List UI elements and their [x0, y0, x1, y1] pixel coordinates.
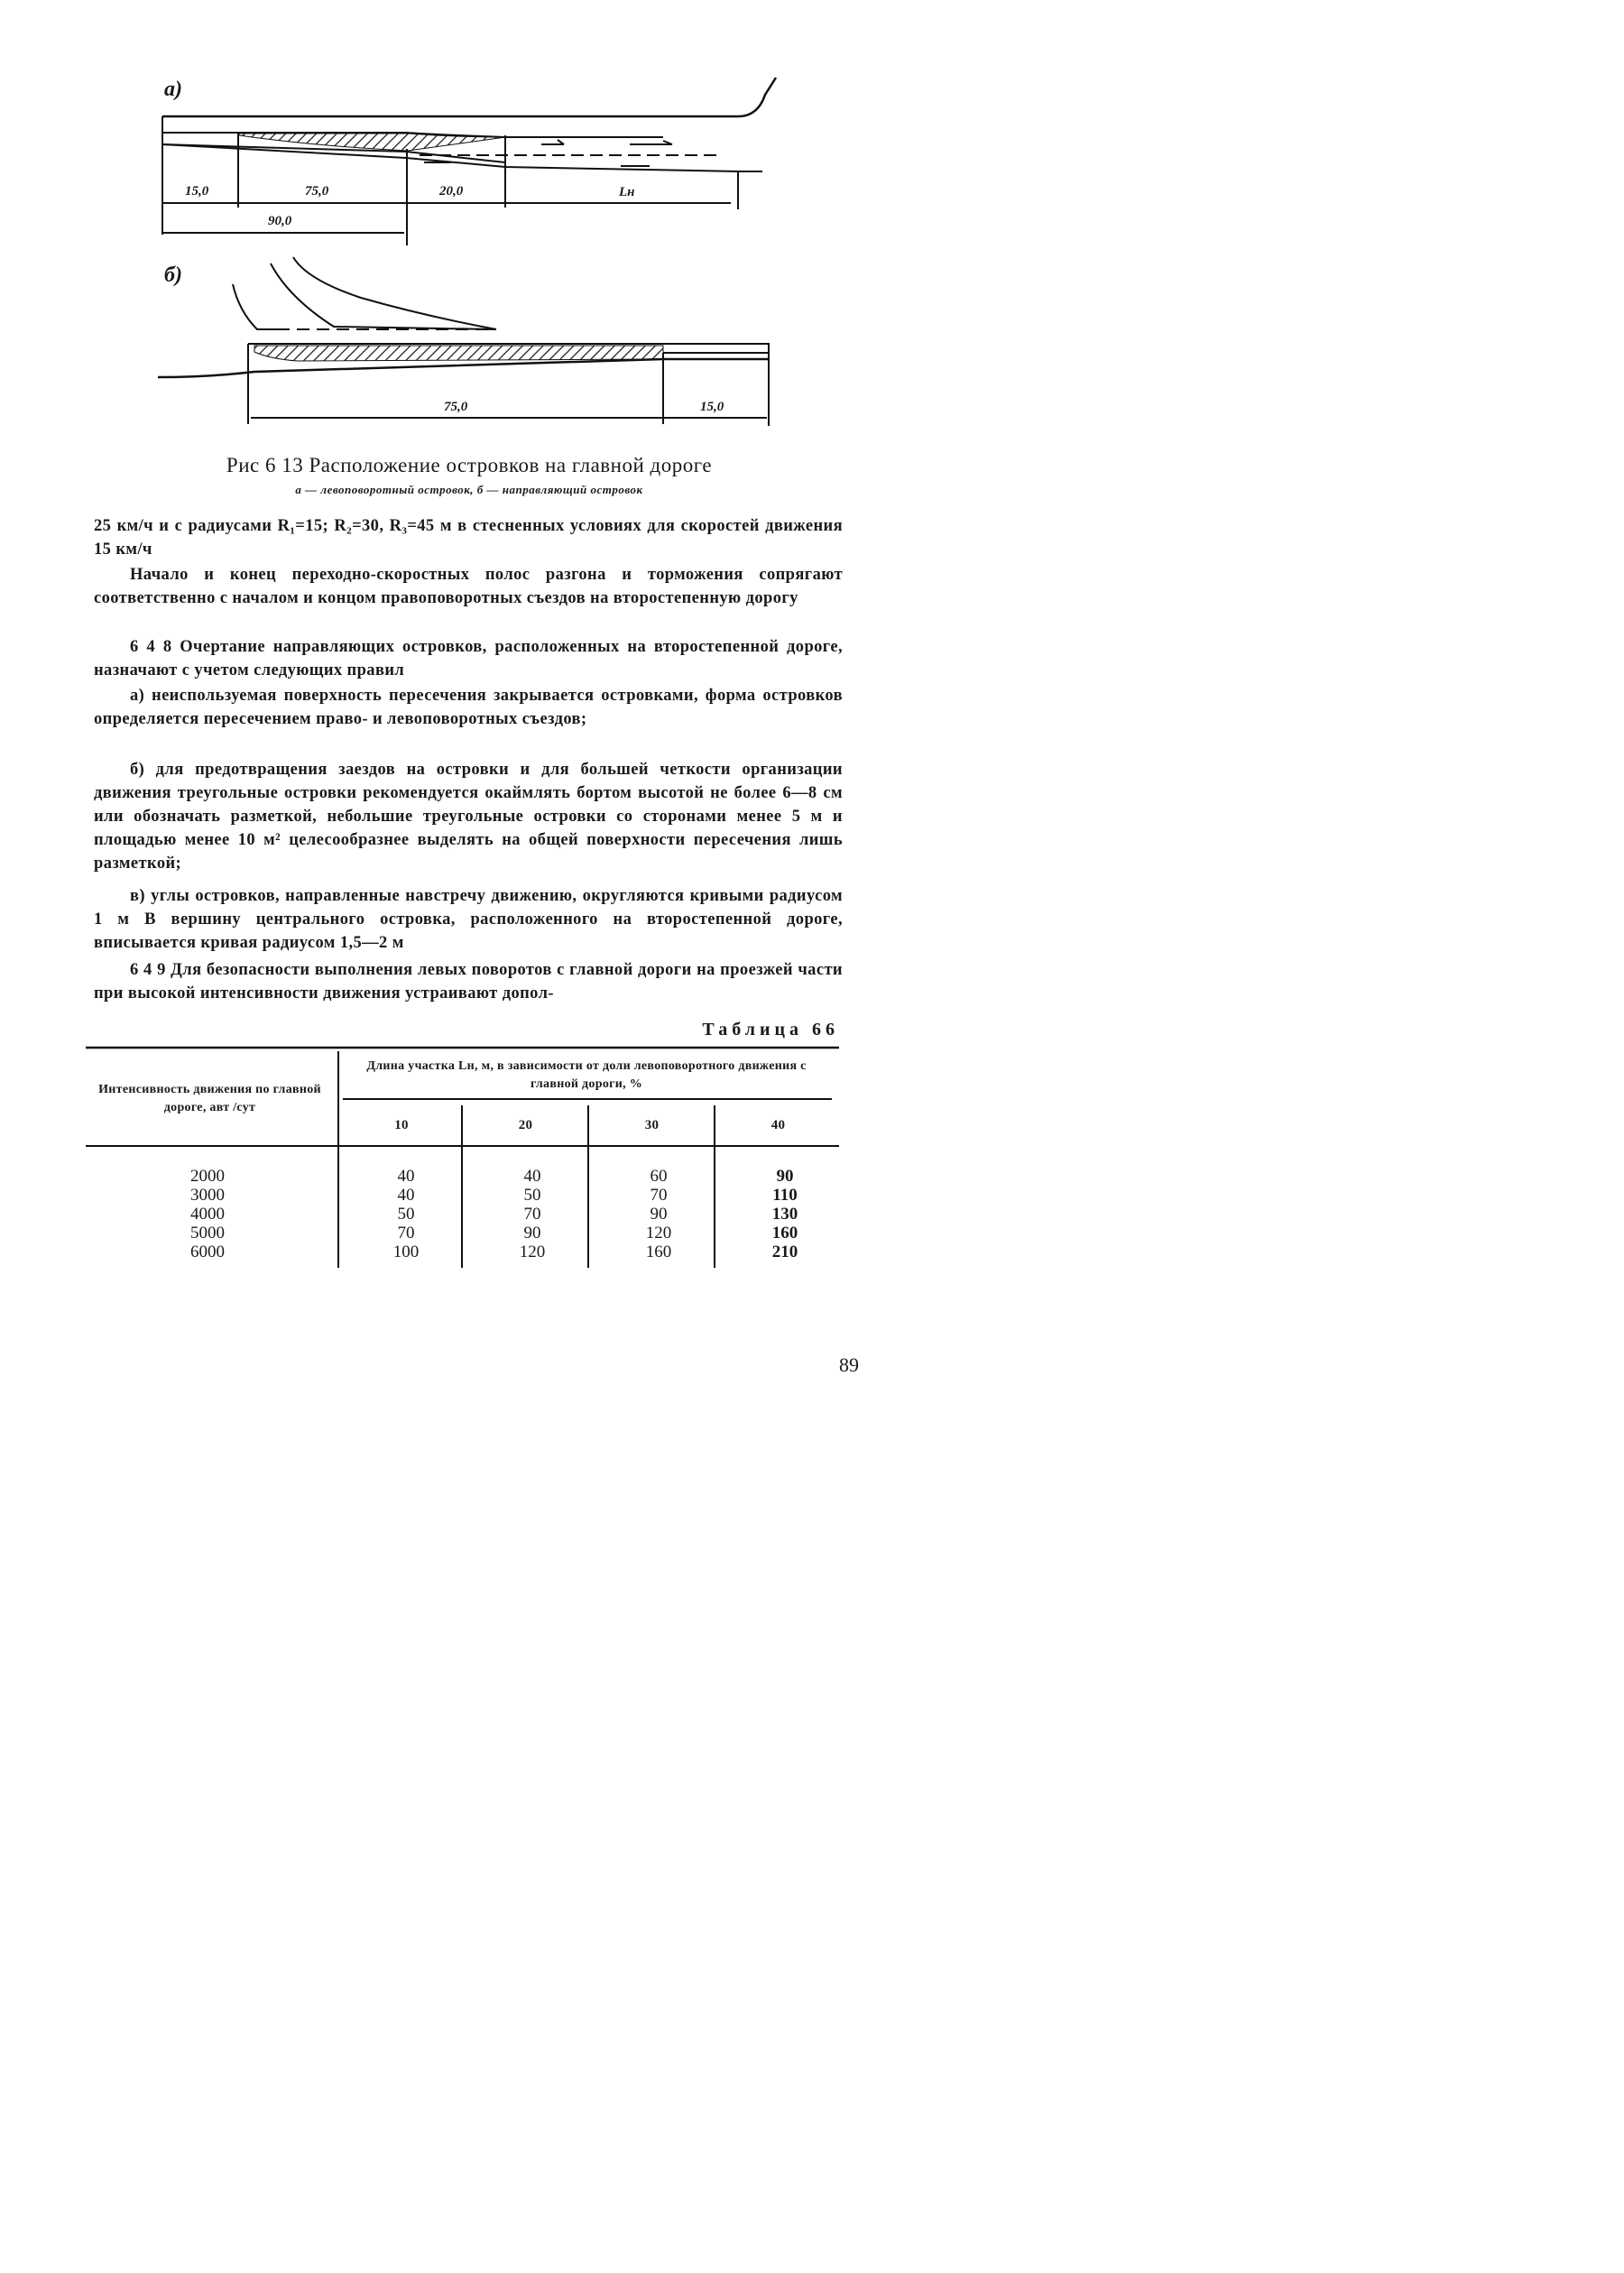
figure-caption: Рис 6 13 Расположение островков на главной дороге: [226, 454, 713, 476]
paragraph: 25 км/ч и с радиусами R₁=15; R₂=30, R₃=45 м в стесненных условиях для скоростей движения 15 км/ч: [94, 517, 843, 559]
dimension-label: 15,0: [700, 400, 724, 414]
list-item: б) для предотвращения заездов на островки и для большей четкости организации движения треугольные островки рекомендуется окаймлять бортом высотой не более 6—8 см или обозначать разметкой, небольшие треугольные островки со сторонами менее 5 м и площадью менее 10 м² целесообразнее выделять на общей поверхности пересечения лишь разметкой;: [94, 761, 843, 873]
list-item: в) углы островков, направленные навстречу движению, округляются кривыми радиусом 1 м В вершину центрального островка, расположенного на второстепенной дороге, вписывается кривая радиусом 1,5—2 м: [94, 887, 843, 952]
table-group-header: Длина участка Lн, м, в зависимости от доли левоповоротного движения с главной дороги, %: [366, 1059, 807, 1091]
page-number: 89: [839, 1354, 859, 1376]
table-column-20: 40 50 70 90 120: [519, 1167, 546, 1261]
dimension-label: Lн: [619, 185, 635, 199]
table-column-header: 20: [518, 1118, 533, 1132]
table-row-header: Интенсивность движения по главной дороге, авт /сут: [98, 1083, 321, 1114]
figure-legend: а — левоповоротный островок, б — направляющий островок: [295, 483, 643, 496]
table-title: Таблица 66: [702, 1020, 839, 1039]
dimension-label: 75,0: [305, 184, 329, 199]
dimension-label: 20,0: [439, 184, 464, 199]
table-column-40: 90 110 130 160 210: [771, 1167, 798, 1261]
figure-a-label: а): [164, 78, 182, 101]
paragraph: 6 4 9 Для безопасности выполнения левых поворотов с главной дороги на проезжей части при высокой интенсивности движения устраивают допол-: [94, 961, 843, 1003]
table-column-30: 60 70 90 120 160: [645, 1167, 672, 1261]
table-column-10: 40 40 50 70 100: [392, 1167, 420, 1261]
dimension-label: 90,0: [268, 214, 292, 228]
figure-diagram: [0, 0, 992, 451]
dimension-label: 15,0: [185, 184, 209, 199]
table-column-header: 30: [644, 1118, 660, 1132]
paragraph: Начало и конец переходно-скоростных полос разгона и торможения сопрягают соответственно с началом и концом правоповоротных съездов на второстепенную дорогу: [94, 566, 843, 607]
list-item: а) неиспользуемая поверхность пересечения закрывается островками, форма островков определяется пересечением право- и левоповоротных съездов;: [94, 687, 843, 728]
table-column-header: 40: [770, 1118, 786, 1132]
paragraph: 6 4 8 Очертание направляющих островков, расположенных на второстепенной дороге, назначают с учетом следующих правил: [94, 638, 843, 679]
dimension-label: 75,0: [444, 400, 468, 414]
figure-b-label: б): [164, 263, 182, 287]
table-column-intensity: 2000 3000 4000 5000 6000: [190, 1167, 225, 1261]
table-column-header: 10: [394, 1118, 409, 1132]
